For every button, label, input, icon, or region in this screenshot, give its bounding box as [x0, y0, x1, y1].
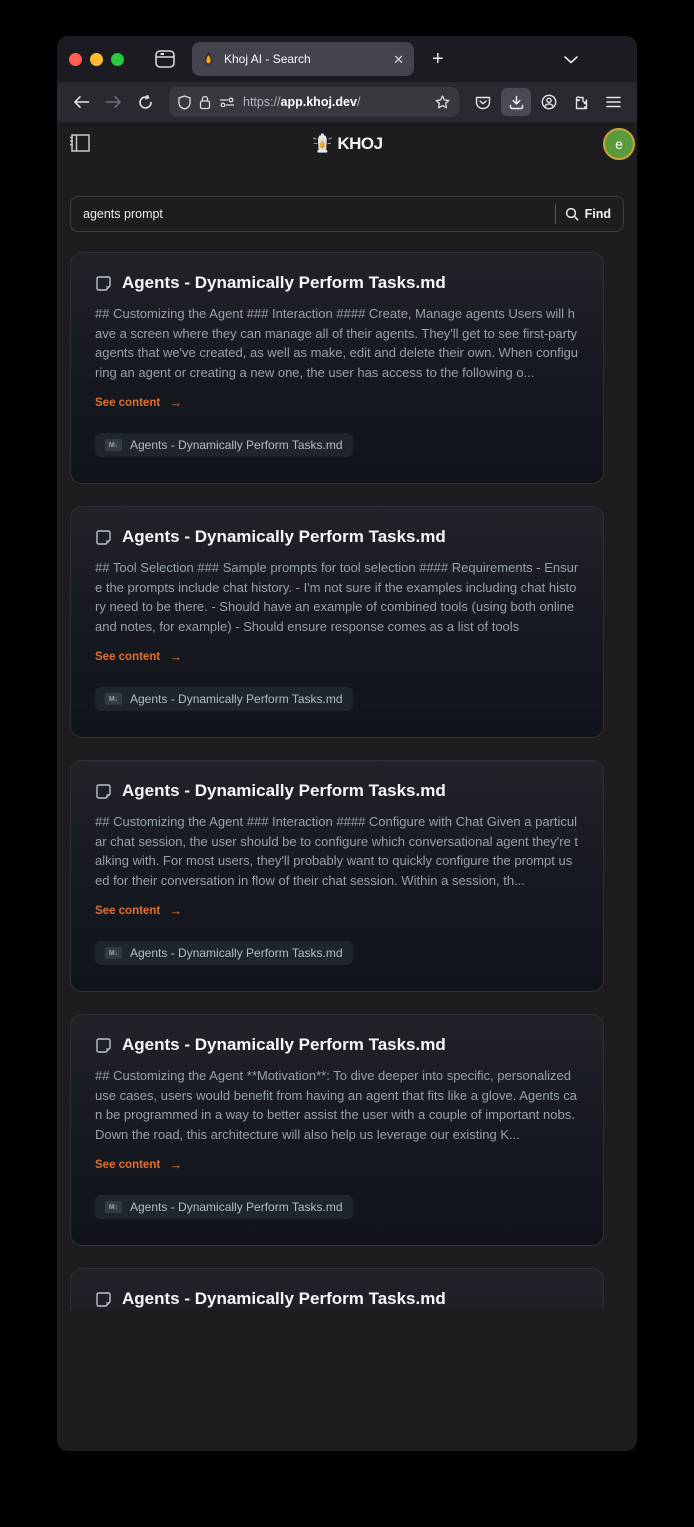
result-card[interactable]: [70, 760, 604, 992]
downloads-button[interactable]: [501, 88, 531, 116]
result-title: Agents - Dynamically Perform Tasks.md: [122, 273, 446, 292]
result-title: Agents - Dynamically Perform Tasks.md: [122, 1035, 446, 1054]
khoj-app-page: [57, 122, 637, 1451]
khoj-lantern-icon: [311, 131, 333, 157]
file-chip-label: Agents - Dynamically Perform Tasks.md: [130, 1200, 343, 1214]
permissions-switch-icon[interactable]: [219, 97, 235, 107]
url-bar[interactable]: [169, 87, 459, 117]
markdown-icon: M↓: [105, 1201, 122, 1213]
note-file-icon: [95, 529, 112, 546]
tab-title: Khoj AI - Search: [224, 52, 311, 66]
reload-button[interactable]: [131, 88, 159, 116]
result-snippet: ## Tool Selection ### Sample prompts for tool selection #### Requirements - Ensure the prompts include chat history. - I'm not sure if the examples including chat history need to be there. - Should have an example of combined tools (using both online and notes, for example) - Should ensure response comes as a list of tools: [95, 560, 579, 634]
result-card[interactable]: [70, 506, 604, 738]
note-file-icon: [95, 1037, 112, 1054]
see-content-label: See content: [95, 904, 161, 917]
file-chip[interactable]: [95, 941, 353, 965]
back-button[interactable]: [67, 88, 95, 116]
markdown-icon: M↓: [105, 693, 122, 705]
file-chip[interactable]: [95, 687, 353, 711]
new-tab-button[interactable]: +: [432, 48, 444, 70]
find-divider: [555, 204, 556, 224]
result-card[interactable]: [70, 1268, 604, 1310]
search-results: [57, 252, 637, 1310]
tracking-shield-icon[interactable]: [178, 95, 191, 110]
result-title: Agents - Dynamically Perform Tasks.md: [122, 527, 446, 546]
markdown-icon: M↓: [105, 439, 122, 451]
result-title: Agents - Dynamically Perform Tasks.md: [122, 781, 446, 800]
menu-hamburger-icon[interactable]: [599, 88, 627, 116]
zoom-window-button[interactable]: [111, 53, 124, 66]
arrow-right-icon: →: [169, 395, 183, 410]
see-content-link[interactable]: [95, 903, 579, 918]
url-text: [243, 95, 427, 109]
url-host: app.khoj.dev: [280, 95, 357, 109]
url-scheme: https://: [243, 95, 281, 109]
result-snippet: ## Customizing the Agent ### Interaction #### Create, Manage agents Users will have a screen where they can manage all of their agents. They'll get to see first-party agents that we've created, as well as make, edit and delete their own. When configuring an agent or creating a new one, the user has access to the following o...: [95, 306, 579, 380]
bookmark-star-icon[interactable]: [435, 95, 450, 109]
account-icon[interactable]: [535, 88, 563, 116]
minimize-window-button[interactable]: [90, 53, 103, 66]
see-content-label: See content: [95, 396, 161, 409]
sidebar-toggle-icon[interactable]: [68, 133, 91, 153]
search-input[interactable]: [83, 207, 555, 221]
note-file-icon: [95, 275, 112, 292]
markdown-icon: M↓: [105, 947, 122, 959]
result-card[interactable]: [70, 1014, 604, 1246]
close-tab-icon[interactable]: ✕: [393, 51, 404, 67]
user-avatar[interactable]: e: [603, 128, 635, 160]
navigation-bar: [57, 82, 637, 122]
tab-list-chevron-down-icon[interactable]: [563, 55, 579, 64]
arrow-right-icon: →: [169, 1157, 183, 1172]
find-label: Find: [584, 207, 611, 221]
forward-button[interactable]: [99, 88, 127, 116]
arrow-right-icon: →: [169, 649, 183, 664]
firefox-view-icon[interactable]: [154, 49, 176, 69]
result-title: Agents - Dynamically Perform Tasks.md: [122, 1289, 446, 1308]
search-bar: [70, 196, 624, 232]
browser-tab[interactable]: [192, 42, 414, 76]
result-card[interactable]: [70, 252, 604, 484]
see-content-label: See content: [95, 650, 161, 663]
traffic-lights: [69, 53, 124, 66]
extensions-puzzle-icon[interactable]: [567, 88, 595, 116]
find-button[interactable]: [565, 207, 611, 221]
browser-window: [57, 36, 637, 1451]
file-chip-label: Agents - Dynamically Perform Tasks.md: [130, 946, 343, 960]
close-window-button[interactable]: [69, 53, 82, 66]
tab-bar: [57, 36, 637, 82]
logo-text: KHOJ: [337, 134, 383, 153]
file-chip[interactable]: [95, 433, 353, 457]
file-chip-label: Agents - Dynamically Perform Tasks.md: [130, 692, 343, 706]
note-file-icon: [95, 1291, 112, 1308]
note-file-icon: [95, 783, 112, 800]
khoj-logo[interactable]: [311, 131, 382, 157]
file-chip-label: Agents - Dynamically Perform Tasks.md: [130, 438, 343, 452]
see-content-link[interactable]: [95, 649, 579, 664]
pocket-icon[interactable]: [469, 88, 497, 116]
lock-icon[interactable]: [199, 95, 211, 110]
result-snippet: ## Customizing the Agent ### Interaction #### Configure with Chat Given a particular chat session, the user should be to configure which conversational agent they're talking with. For most users, they'll probably want to quickly configure the prompt used for their conversation in flow of their chat session. Within a session, th...: [95, 814, 579, 888]
see-content-label: See content: [95, 1158, 161, 1171]
result-snippet: ## Customizing the Agent **Motivation**: To dive deeper into specific, personalized use cases, users would benefit from having an agent that fits like a glove. Agents can be programmed in a way to better assist the user with a couple of important nobs. Down the road, this architecture will also help us leverage our existing K...: [95, 1068, 578, 1142]
app-header: [57, 122, 637, 166]
url-path: /: [356, 95, 361, 109]
khoj-favicon-flame-icon: [202, 52, 215, 67]
see-content-link[interactable]: [95, 395, 579, 410]
arrow-right-icon: →: [169, 903, 183, 918]
see-content-link[interactable]: [95, 1157, 579, 1172]
search-icon: [565, 207, 579, 221]
file-chip[interactable]: [95, 1195, 353, 1219]
